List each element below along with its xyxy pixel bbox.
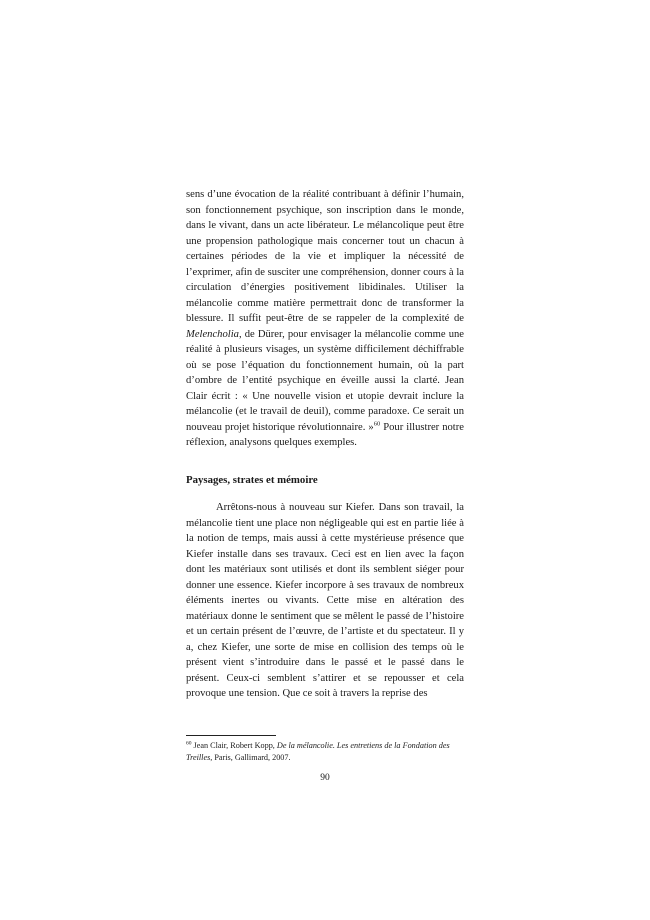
footnote-title: De la mélancolie. Les entretiens de la Fondation des Treilles: [186, 741, 450, 762]
text-run: sens d’une évocation de la réalité contribuant à définir l’humain, son fonctionnement psychique, son inscription dans le monde, dans le vivant, dans un acte libérateur. Le mélancolique peut être une propension pathologique mais concerner tout un chacun à certaines périodes de la vie et impliquer la nécessité de l’exprimer, afin de susciter une compréhension, donner cours à la circulation d’énergies positivement libidinales. Utiliser la mélancolie comme matière permettrait donc de transformer la blessure. Il suffit peut-être de se rappeler de la complexité de: [186, 189, 464, 324]
text-run: , de Dürer, pour envisager la mélancolie comme une réalité à plusieurs visages, un système difficilement déchiffrable où se pose l’équation du fonctionnement humain, où la part d’ombre de l’entité psychique en éveille aussi la clarté. Jean Clair écrit : « Une nouvelle vision et utopie devrait inclure la mélancolie (et le travail de deuil), comme paradoxe. Ce serait un nouveau projet historique révolutionnaire. »: [186, 328, 464, 433]
paragraph: [186, 187, 464, 451]
body-text-block: [186, 187, 464, 451]
section-heading: Paysages, strates et mémoire: [186, 474, 318, 486]
footnote: [186, 740, 464, 764]
text-run: Pour illustrer notre réflexion, analysons quelques exemples.: [186, 421, 464, 448]
body-text-block-2: [186, 500, 464, 702]
footnote-ref: 60: [373, 419, 381, 427]
page-number: 90: [320, 773, 330, 783]
paragraph: Arrêtons-nous à nouveau sur Kiefer. Dans son travail, la mélancolie tient une place non négligeable qui est en partie liée à la notion de temps, mais aussi à cette mystérieuse présence que Kiefer installe dans ses travaux. Ceci est en lien avec la façon dont les matériaux sont utilisés et dont ils semblent siéger pour donner une essence. Kiefer incorpore à ses travaux de nombreux éléments inertes ou vivants. Cette mise en altération des matériaux donne le sentiment que se mêlent le passé de l’histoire et un certain présent de l’œuvre, de l’artiste et du spectateur. Il y a, chez Kiefer, une sorte de mise en collision des temps où le présent vient s’introduire dans le passé et le passé dans le présent. Ceux-ci semblent s’attirer et se repousser et cela provoque une tension. Que ce soit à travers la reprise des: [186, 502, 464, 699]
artwork-title: Melencholia: [186, 328, 239, 340]
footnote-number: 60: [186, 740, 192, 747]
footnote-separator: [186, 735, 276, 736]
footnote-authors: Jean Clair, Robert Kopp,: [191, 741, 277, 750]
footnote-publication: , Paris, Gallimard, 2007.: [210, 753, 291, 762]
